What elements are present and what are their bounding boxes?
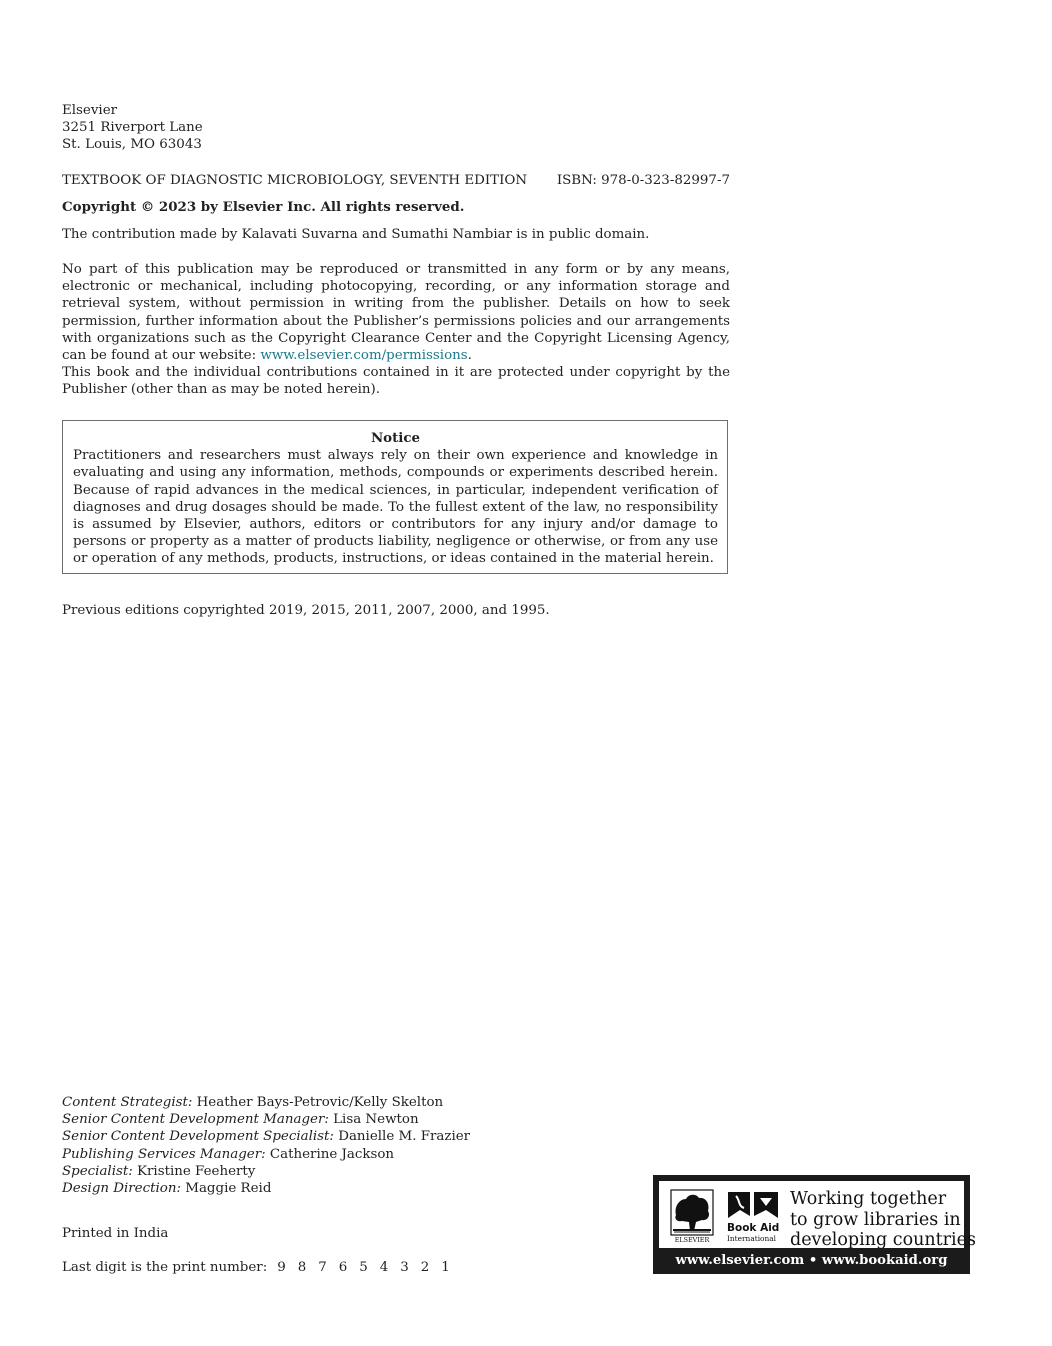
book-aid-badge <box>653 1175 976 1274</box>
badge-urls: www.elsevier.com • www.bookaid.org <box>675 1253 948 1268</box>
badge-slogan-line: to grow libraries in <box>790 1209 961 1230</box>
contribution-note: The contribution made by Kalavati Suvarna and Sumathi Nambiar is in public domain. <box>62 227 650 242</box>
book-aid-logo-icon <box>726 1188 782 1246</box>
credit-role: Content Strategist: <box>62 1095 193 1110</box>
notice-title: Notice <box>370 430 421 446</box>
book-title: TEXTBOOK OF DIAGNOSTIC MICROBIOLOGY, SEVENTH EDITION <box>62 173 528 188</box>
elsevier-tree-logo-icon <box>670 1189 714 1244</box>
credit-line <box>62 1128 470 1145</box>
publisher-city: St. Louis, MO 63043 <box>62 137 202 153</box>
print-digit: 8 <box>297 1260 307 1275</box>
credit-name: Maggie Reid <box>180 1180 272 1196</box>
credit-role: Design Direction: <box>62 1180 181 1196</box>
publisher-name: Elsevier <box>62 103 118 118</box>
print-digit: 1 <box>441 1260 450 1275</box>
credits-list <box>62 1094 470 1197</box>
badge-panel <box>659 1181 976 1250</box>
credit-line <box>62 1163 470 1180</box>
rights-text: No part of this publication may be reproduced or transmitted in any form or by any means, electronic or mechanical, including photocopying, recording, or any information storage and retrieval system, without permission in writing from the publisher. Details on how to seek permission, further information about the Publisher’s permissions policies and our arrangements with organizations such as the Copyright Clearance Center and the Copyright Licensing Agency, can be found at our website: <box>62 262 730 364</box>
printed-in: Printed in India <box>62 1226 169 1241</box>
print-digit: 5 <box>359 1260 368 1275</box>
credit-line <box>62 1094 470 1111</box>
rights-end: . <box>467 348 472 364</box>
protection-paragraph: This book and the individual contributions contained in it are protected under copyright by the Publisher (other than as may be noted herein). <box>62 365 730 398</box>
previous-editions: Previous editions copyrighted 2019, 2015, 2011, 2007, 2000, and 1995. <box>62 603 550 618</box>
credit-role: Publishing Services Manager: <box>62 1146 266 1162</box>
print-number-line <box>62 1259 462 1276</box>
print-digit: 9 <box>277 1260 286 1275</box>
credit-line <box>62 1146 470 1163</box>
permissions-link[interactable]: www.elsevier.com/permissions <box>260 348 468 364</box>
print-number-label: Last digit is the print number: <box>62 1260 268 1275</box>
badge-slogan <box>790 1189 976 1251</box>
credit-name: Catherine Jackson <box>265 1146 395 1162</box>
book-aid-logo-name: Book Aid <box>727 1222 780 1234</box>
badge-slogan-line: Working together <box>790 1189 947 1209</box>
isbn: ISBN: 978-0-323-82997-7 <box>556 173 730 188</box>
print-digit: 6 <box>338 1260 348 1275</box>
credit-name: Heather Bays-Petrovic/Kelly Skelton <box>192 1095 444 1110</box>
credit-role: Senior Content Development Specialist: <box>62 1129 334 1145</box>
credit-name: Lisa Newton <box>328 1112 419 1128</box>
book-aid-logo-sub: International <box>727 1234 777 1243</box>
publisher-address <box>62 102 730 154</box>
credit-name: Danielle M. Frazier <box>333 1129 471 1145</box>
title-line <box>62 172 730 189</box>
copyright-line: Copyright © 2023 by Elsevier Inc. All rights reserved. <box>62 199 465 215</box>
print-digit: 3 <box>400 1260 409 1275</box>
print-digits <box>277 1260 462 1275</box>
credit-line <box>62 1111 470 1128</box>
elsevier-logo-text: ELSEVIER <box>674 1236 710 1244</box>
print-digit: 7 <box>318 1260 327 1275</box>
credit-role: Specialist: <box>62 1163 133 1179</box>
credit-name: Kristine Feeherty <box>132 1163 256 1179</box>
credit-line <box>62 1180 470 1197</box>
print-digit: 4 <box>379 1260 389 1275</box>
publisher-street: 3251 Riverport Lane <box>62 120 203 136</box>
print-digit: 2 <box>420 1260 430 1275</box>
credit-role: Senior Content Development Manager: <box>62 1112 329 1128</box>
rights-paragraph <box>62 261 730 364</box>
badge-slogan-line: developing countries <box>790 1230 976 1250</box>
notice-body: Practitioners and researchers must always rely on their own experience and knowledge in evaluating and using any information, methods, compounds or experiments described herein. Because of rapid advances in the medical sciences, in particular, independent verification of diagnoses and drug dosages should be made. To the fullest extent of the law, no responsibility is assumed by Elsevier, authors, editors or contributors for any injury and/or damage to persons or property as a matter of products liability, negligence or otherwise, or from any use or operation of any methods, products, instructions, or ideas contained in the material herein. <box>73 448 718 567</box>
notice-box <box>62 420 728 574</box>
